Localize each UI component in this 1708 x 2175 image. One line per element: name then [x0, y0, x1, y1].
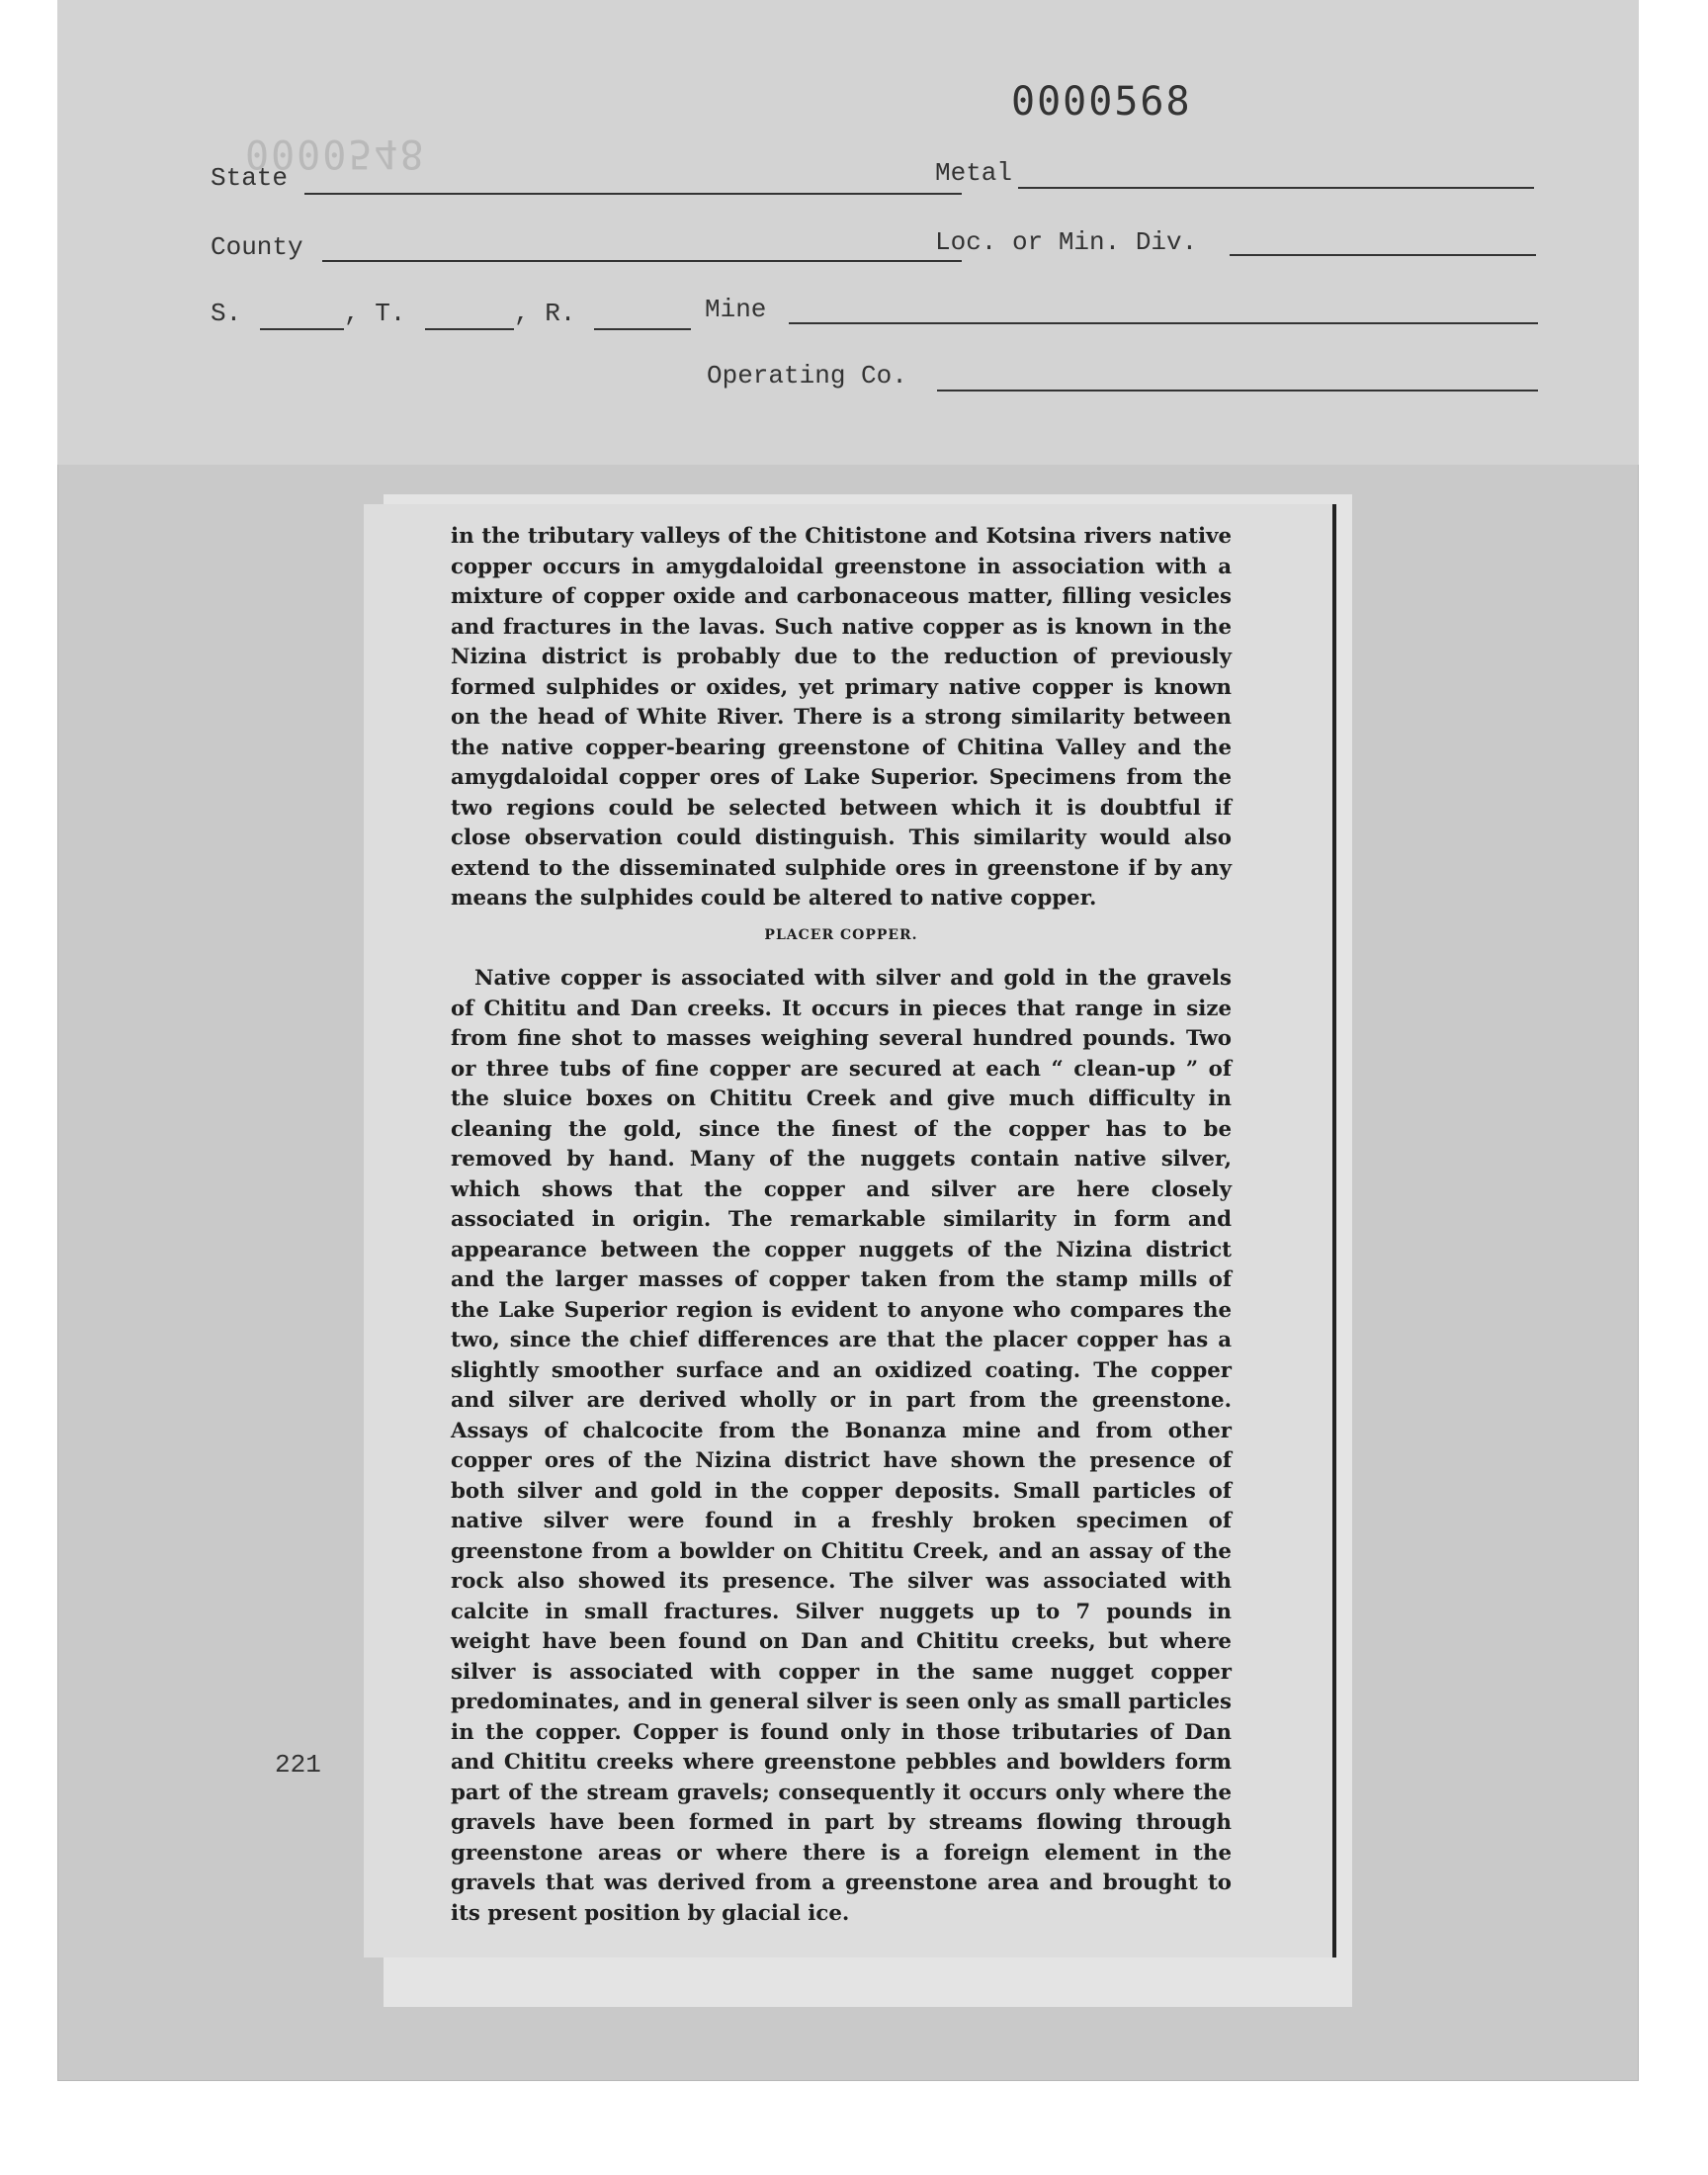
- document-number-stamp: 0000568: [1011, 79, 1192, 125]
- paragraph-2: Native copper is associated with silver and gold in the gravels of Chititu and Dan creeks. It occurs in pieces that range in size from fine shot to masses weighing several hundred pounds. Two or three tubs of fine copper are secured at each “ clean-up ” of the sluice boxes on Chititu Creek and give much difficulty in cleaning the gold, since the finest of the copper has to be removed by hand. Many of the nuggets contain native silver, which shows that the copper and silver are here closely associated in origin. The remarkable similarity in form and appearance between the copper nuggets of the Nizina district and the larger masses of copper taken from the stamp mills of the Lake Superior region is evident to anyone who compares the two, since the chief differences are that the placer copper has a slightly smoother surface and an oxidized coating. The copper and silver are derived wholly or in part from the greenstone. Assays of chalcocite from the Bonanza mine and from other copper ores of the Nizina district have shown the presence of both silver and gold in the copper deposits. Small particles of native silver were found in a freshly broken specimen of greenstone from a bowlder on Chititu Creek, and an assay of the rock also showed its presence. The silver was associated with calcite in small fractures. Silver nuggets up to 7 pounds in weight have been found on Dan and Chititu creeks, but where silver is associated with copper in the same nugget copper predominates, and in general silver is seen only as small particles in the copper. Copper is found only in those tributaries of Dan and Chititu creeks where greenstone pebbles and bowlders form part of the stream gravels; consequently it occurs only where the gravels have been formed in part by streams flowing through greenstone areas or where there is a foreign element in the gravels that was derived from a greenstone area and brought to its present position by glacial ice.: [451, 966, 1232, 1926]
- loc-line: [1230, 254, 1536, 256]
- loc-label: Loc. or Min. Div.: [935, 227, 1198, 257]
- paragraph-1: in the tributary valleys of the Chitistone and Kotsina rivers native copper occurs in amygdaloidal greenstone in association with a mixture of copper oxide and carbonaceous matter, filling vesicles and fractures in the lavas. Such native copper as is known in the Nizina district is probably due to the reduction of previously formed sulphides or oxides, yet primary native copper is known on the head of White River. There is a strong similarity between the native copper-bearing greenstone of Chitina Valley and the amygdaloidal copper ores of Lake Superior. Specimens from the two regions could be selected between which it is doubtful if close observation could distinguish. This similarity would also extend to the disseminated sulphide ores in greenstone if by any means the sulphides could be altered to native copper.: [451, 524, 1232, 911]
- range-label: , R.: [514, 299, 576, 328]
- section-label: S.: [211, 299, 242, 328]
- clipping-text: [451, 522, 1232, 1929]
- mine-label: Mine: [705, 295, 767, 324]
- state-label: State: [211, 163, 289, 193]
- section-line: [260, 328, 344, 330]
- newspaper-clipping: [364, 504, 1336, 1958]
- county-line: [322, 260, 962, 262]
- page-number: 221: [275, 1750, 321, 1780]
- section-heading: PLACER COPPER.: [764, 926, 918, 943]
- metal-label: Metal: [935, 158, 1013, 188]
- county-label: County: [211, 232, 303, 262]
- metal-line: [1018, 187, 1534, 189]
- range-line: [594, 328, 691, 330]
- ghost-stamp-bleedthrough: 0000548: [245, 130, 426, 176]
- township-label: , T.: [344, 299, 406, 328]
- operating-co-line: [937, 390, 1538, 392]
- operating-co-label: Operating Co.: [707, 361, 907, 391]
- township-line: [425, 328, 514, 330]
- mine-line: [789, 322, 1538, 324]
- state-line: [304, 193, 962, 195]
